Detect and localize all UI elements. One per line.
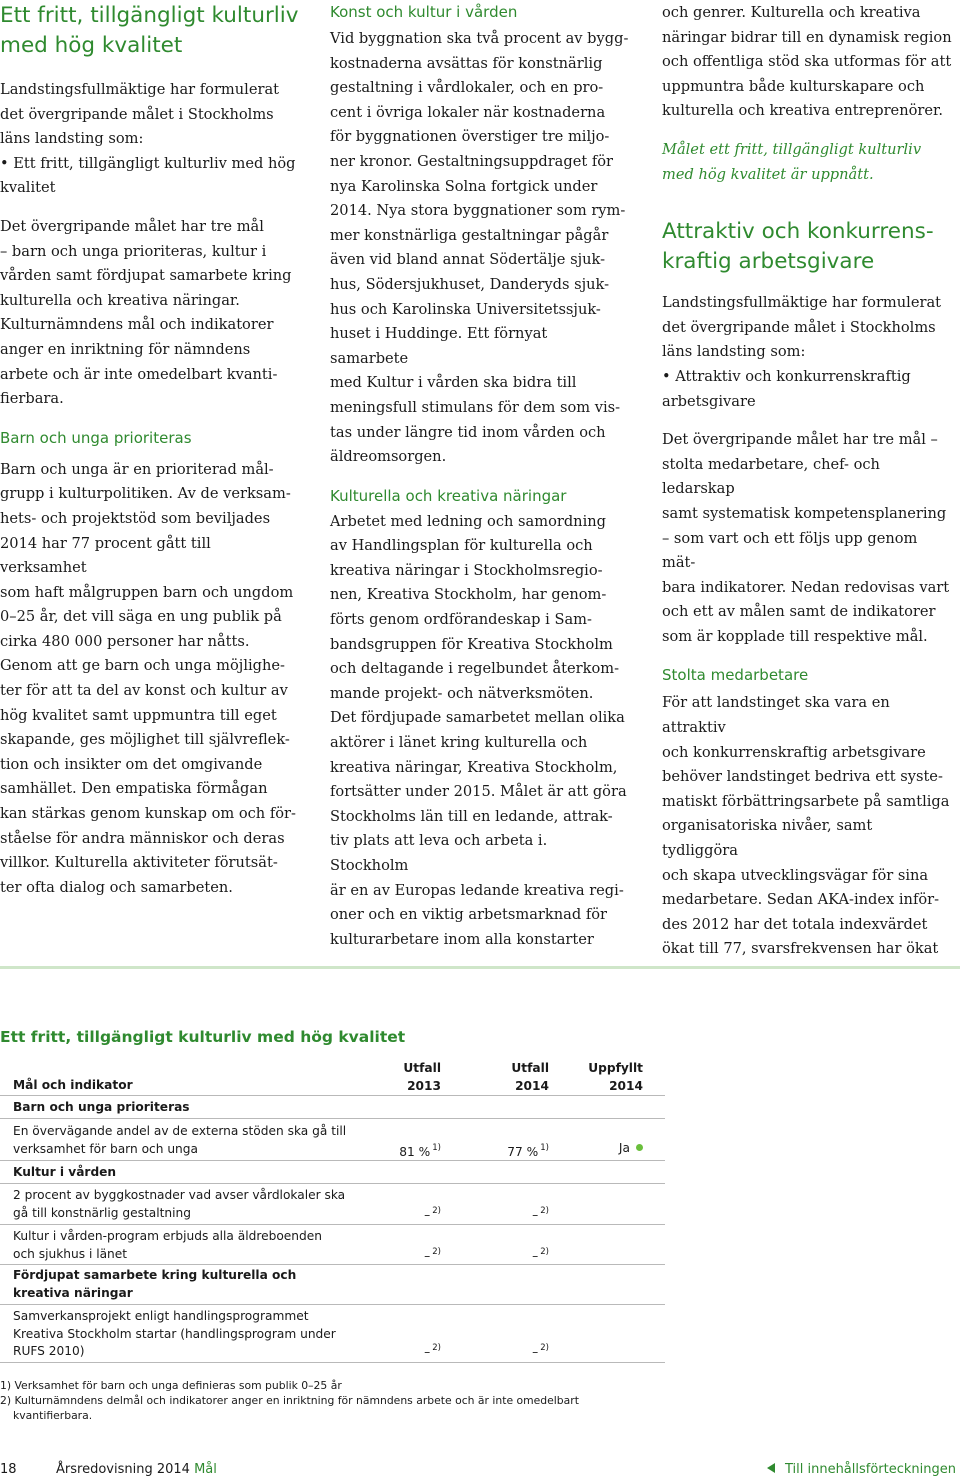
goal-achieved-statement: Målet ett fritt, tillgängligt kulturliv med hög kvalitet är uppnått. bbox=[662, 140, 922, 183]
table-row: Samverkansprojekt enligt handlingsprogrammet Kreativa Stockholm startar (handlingsprogram under RUFS 2010) – $^{2)}$ – $^{2)}$ bbox=[0, 1305, 665, 1363]
header-utfall-2014: Utfall 2014 bbox=[511, 1061, 549, 1093]
toc-link[interactable]: Till innehållsförteckningen bbox=[767, 1462, 956, 1477]
goals-table bbox=[0, 1026, 665, 1363]
subheading-barn-och-unga: Barn och unga prioriteras bbox=[0, 428, 192, 447]
goal-bullet: • Ett fritt, tillgängligt kulturliv med hög bbox=[0, 155, 296, 172]
footnote-2-continued: kvantifierbara. bbox=[13, 1409, 93, 1422]
arrow-left-icon bbox=[767, 1463, 775, 1473]
arbetsgivare-intro: Landstingsfullmäktige har formulerat det övergripande målet i Stockholms läns landsting som: • Attraktiv och konkurrenskraftig arbetsgivare bbox=[662, 291, 952, 414]
subheading-kulturella-naringar: Kulturella och kreativa näringar bbox=[330, 486, 567, 505]
table-section-row: Barn och unga prioriteras bbox=[0, 1096, 665, 1119]
column-1 bbox=[0, 0, 300, 900]
section-divider bbox=[0, 966, 960, 969]
section-heading: Ett fritt, tillgängligt kulturliv med hög kvalitet bbox=[0, 3, 299, 58]
table-row: En övervägande andel av de externa stöden ska gå till verksamhet för barn och unga 81 % $^{1)}$ 77 % $^{1)}$ Ja bbox=[0, 1119, 665, 1161]
subheading-stolta-medarbetare: Stolta medarbetare bbox=[662, 666, 809, 685]
barn-paragraph: Barn och unga är en prioriterad mål- grupp i kulturpolitiken. Av de verksam- hets- och projektstöd som beviljades 2014 har 77 procent gått till verksamhet som haft målgruppen barn och ungdom 0–25 år, det vill säga en ung publik på cirka 480 000 personer har nåtts. Genom att ge barn och unga möjlighe- ter för att ta del av konst och kultur av hög kvalitet samt uppmuntra till eget skapande, ges möjlighet till självreflek- tion och insikter om det omgivande samhället. Den empatiska förmågan kan stärkas genom kunskap om och för- ståelse för andra människor och deras villkor. Kulturella aktiviteter förutsät- ter ofta dialog och samarbeten. bbox=[0, 460, 296, 896]
status-green-dot-icon bbox=[636, 1144, 643, 1151]
page-number: 18 bbox=[0, 1462, 17, 1477]
page-footer bbox=[0, 1458, 960, 1484]
goals-paragraph: Det övergripande målet har tre mål – barn och unga prioriteras, kultur i vården samt fördjupat samarbete kring kulturella och kreativa näringar. Kulturnämndens mål och indikatorer anger en inriktning för nämndens arbete och är inte omedelbart kvanti- fierbara. bbox=[0, 217, 292, 408]
value-2014: 77 % $^{1)}$ bbox=[507, 1143, 549, 1159]
stolta-paragraph: För att landstinget ska vara en attraktiv och konkurrenskraftig arbetsgivare behöver landstinget bedriva ett syste- matiskt förbättringsarbete på samtliga organisatoriska nivåer, samt tydliggöra och skapa utvecklingsvägar för sina medarbetare. Sedan AKA-index inför- des 2012 har det totala indexvärdet ökat till 77, svarsfrekvensen har ökat bbox=[662, 694, 950, 958]
subheading-konst-och-kultur: Konst och kultur i vården bbox=[330, 3, 518, 21]
intro-paragraph: Landstingsfullmäktige har formulerat det övergripande målet i Stockholms läns landsting som: • Ett fritt, tillgängligt kulturliv med hög kvalitet bbox=[0, 78, 300, 201]
table-row: Kultur i vården-program erbjuds alla äldreboenden och sjukhus i länet – $^{2)}$ – $^{2)}$ bbox=[0, 1225, 665, 1265]
table-row: 2 procent av byggkostnader vad avser vårdlokaler ska gå till konstnärlig gestaltning – $^{2)}$ – $^{2)}$ bbox=[0, 1184, 665, 1225]
arbetsgivare-goals: Det övergripande målet har tre mål – stolta medarbetare, chef- och ledarskap samt systematisk kompetensplanering – som vart och ett följs upp genom mät- bara indikatorer. Nedan redovisas vart och ett av målen samt de indikatorer som är kopplade till respektive mål. bbox=[662, 431, 950, 645]
naringar-paragraph: Arbetet med ledning och samordning av Handlingsplan för kulturella och kreativa näringar i Stockholmsregio- nen, Kreativa Stockholm, har genom- förts genom ordförandeskap i Sam- bandsgruppen för Kreativa Stockholm och deltagande i regelbundet återkom- mande projekt- och nätverksmöten. Det fördjupade samarbetet mellan olika aktörer i länet kring kulturella och kreativa näringar, Kreativa Stockholm, fortsätter under 2015. Målet är att göra Stockholms län till en ledande, attrak- tiv plats att leva och arbeta i. Stockholm är en av Europas ledande kreativa regi- oner och en viktig arbetsmarknad för kulturarbetare inom alla konstarter bbox=[330, 512, 627, 948]
footnote-1: 1) Verksamhet för barn och unga definieras som publik 0–25 år bbox=[0, 1379, 342, 1392]
goal-bullet-arbetsgivare: • Attraktiv och konkurrenskraftig bbox=[662, 368, 911, 385]
header-utfall-2013: Utfall 2013 bbox=[403, 1061, 441, 1093]
table-header bbox=[0, 1060, 665, 1096]
column-3 bbox=[662, 0, 952, 962]
section-heading-arbetsgivare: Attraktiv och konkurrens- kraftig arbetsgivare bbox=[662, 219, 934, 275]
header-label: Mål och indikator bbox=[13, 1078, 133, 1092]
header-uppfyllt-2014: Uppfyllt 2014 bbox=[588, 1061, 643, 1093]
section-name: Mål bbox=[194, 1462, 217, 1477]
table-section-row: Fördjupat samarbete kring kulturella och kreativa näringar bbox=[0, 1265, 665, 1305]
column-2 bbox=[330, 0, 630, 952]
value-2013: 81 % $^{1)}$ bbox=[399, 1143, 441, 1159]
vard-paragraph: Vid byggnation ska två procent av bygg- kostnaderna avsättas för konstnärlig gestaltning i vårdlokaler, och en pro- cent i övriga lokaler när kostnaderna för byggnationen överstiger tre miljo- ner kronor. Gestaltningsuppdraget för nya Karolinska Solna fortgick under 2014. Nya stora byggnationer som rym- mer konstnärliga gestaltningar pågår även vid bland annat Södertälje sjuk- hus, Södersjukhuset, Danderyds sjuk- hus och Karolinska Universitetssjuk- huset i Huddinge. Ett förnyat samarbete med Kultur i vården ska bidra till meningsfull stimulans för dem som vis- tas under längre tid inom vården och äldreomsorgen. bbox=[330, 30, 629, 466]
document-title: Årsredovisning 2014 Mål bbox=[56, 1462, 217, 1477]
status-uppfyllt: Ja bbox=[619, 1140, 643, 1158]
footnote-2: 2) Kulturnämndens delmål och indikatorer anger en inriktning för nämndens arbete och är inte omedelbart bbox=[0, 1394, 579, 1407]
naringar-continued: och genrer. Kulturella och kreativa näringar bidrar till en dynamisk region och offentliga stöd ska utformas för att uppmuntra både kulturskapare och kulturella och kreativa entreprenörer. bbox=[662, 4, 952, 120]
table-title: Ett fritt, tillgängligt kulturliv med hög kvalitet bbox=[0, 1028, 406, 1046]
table-section-row: Kultur i vården bbox=[0, 1161, 665, 1184]
